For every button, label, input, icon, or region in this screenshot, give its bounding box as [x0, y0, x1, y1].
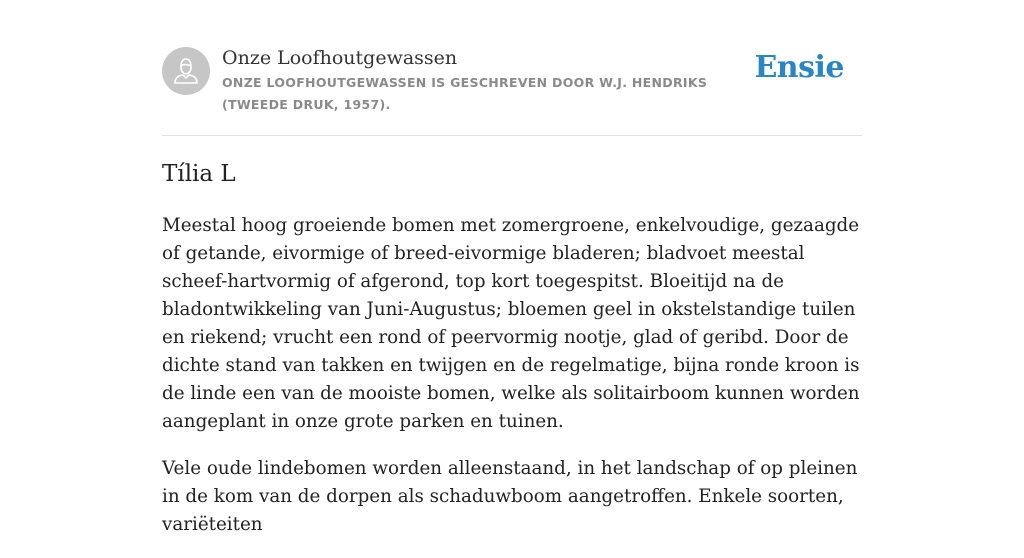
main-content — [162, 0, 862, 535]
source-avatar[interactable] — [162, 47, 210, 95]
source-description: ONZE LOOFHOUTGEWASSEN IS GESCHREVEN DOOR W.J. HENDRIKS (TWEEDE DRUK, 1957). — [222, 75, 708, 112]
ensie-logo[interactable]: Ensie — [754, 50, 844, 85]
entry-title: Tília L — [162, 161, 236, 187]
entry-paragraph: Vele oude lindebomen worden alleenstaand, in het landschap of op pleinen in de kom van de dorpen als schaduwboom aangetroffen. Enkele soorten, variëteiten — [162, 458, 858, 535]
entry-paragraph: Meestal hoog groeiende bomen met zomergroene, enkelvoudige, gezaagde of getande, eivormige of breed-eivormige bladeren; bladvoet meestal scheef-hartvormig of afgerond, top kort toegespitst. Bloeitijd na de bladontwikkeling van Juni-Augustus; bloemen geel in okstelstandige tuilen en riekend; vrucht een rond of peervormig nootje, glad of geribd. Door de dichte stand van takken en twijgen en de regelmatige, bijna ronde kroon is de linde een van de mooiste bomen, welke als solitairboom kunnen worden aangeplant in onze grote parken en tuinen. — [162, 215, 860, 432]
source-title[interactable]: Onze Loofhoutgewassen — [222, 47, 458, 69]
entry-body — [162, 212, 862, 558]
source-header — [162, 0, 862, 136]
user-placeholder-icon — [162, 47, 210, 95]
